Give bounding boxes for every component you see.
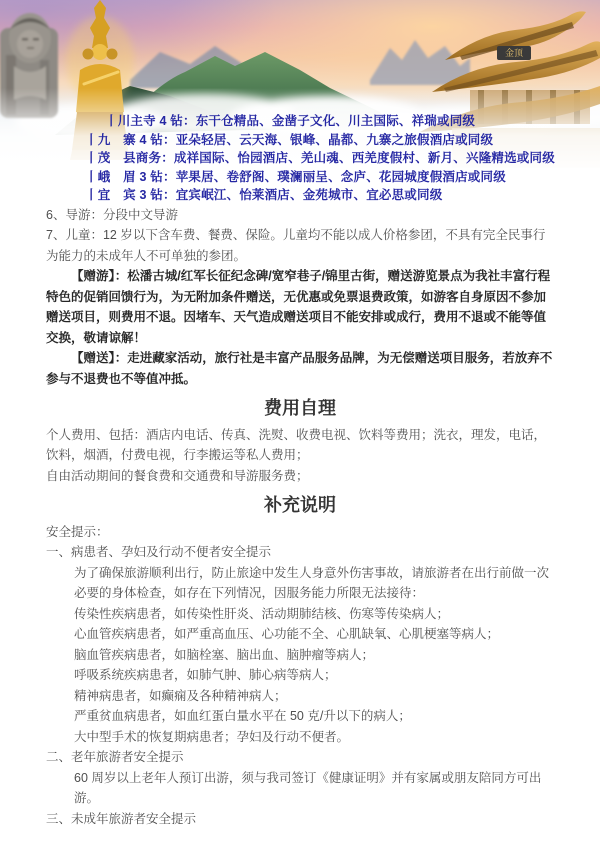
safety-section-heading: 二、老年旅游者安全提示 (46, 750, 184, 764)
safety-line: 呼吸系统疾病患者，如肺气肿、肺心病等病人； (74, 668, 337, 682)
hotel-tier-line: 丨宜 宾 3 钻：宜宾岷江、怡莱酒店、金苑城市、宜必思或同级 (85, 188, 443, 202)
hotel-tier-list (0, 112, 600, 205)
hotel-tier-line: 丨峨 眉 3 钻：苹果居、卷舒阁、璞澜丽呈、念庐、花园城度假酒店或同级 (85, 169, 506, 184)
hotel-tier-line: 丨九 寨 4 钻：亚朵轻居、云天海、银峰、晶都、九寨之旅假酒店或同级 (85, 132, 494, 147)
self-pay-paragraph: 个人费用、包括：酒店内电话、传真、洗熨、收费电视、饮料等费用；洗衣，理发，电话，饮料，烟酒，付费电视，行李搬运等私人费用； (46, 427, 547, 462)
safety-line: 大中型手术的恢复期病患者；孕妇及行动不便者。 (74, 729, 350, 744)
self-pay-paragraph: 自由活动期间的餐食费和交通费和导游服务费； (46, 468, 309, 483)
safety-line: 60 周岁以上老年人预订出游，须与我司签订《健康证明》并有家属或朋友陪同方可出游。 (74, 770, 542, 805)
document-body (0, 205, 600, 830)
safety-section-heading: 三、未成年旅游者安全提示 (46, 811, 197, 826)
safety-section-heading: 一、病患者、孕妇及行动不便者安全提示 (46, 545, 272, 559)
safety-line: 脑血管疾病患者，如脑栓塞、脑出血、脑肿瘤等病人； (74, 647, 375, 662)
note-gift-give: 【赠送】：走进藏家活动，旅行社是丰富产品服务品牌，为无偿赠送项目服务，若放弃不参与不退费也不等值冲抵。 (46, 351, 553, 386)
section-title-self-pay: 费用自理 (264, 398, 336, 418)
note-gift-tour: 【赠游】：松潘古城/红军长征纪念碑/宽窄巷子/锦里古街，赠送游览景点为我社丰富行程特色的促销回馈行为，为无附加条件赠送，无优惠或免票退费政策，如游客自身原因不参加赠送项目，则费用不退。因堵车、天气造成赠送项目不能安排或成行，费用不退或不能等值交换，敬请谅解！ (46, 269, 551, 345)
temple-plaque: 金顶 (504, 48, 524, 58)
safety-line: 精神病患者，如癫痫及各种精神病人； (74, 688, 287, 703)
safety-line: 为了确保旅游顺利出行，防止旅途中发生人身意外伤害事故，请旅游者在出行前做一次必要的身体检查，如存在下列情况，因服务能力所限无法接待： (74, 565, 550, 600)
section-title-supplement: 补充说明 (264, 495, 336, 515)
safety-label: 安全提示： (46, 524, 109, 539)
safety-line: 心血管疾病患者，如严重高血压、心功能不全、心肌缺氧、心肌梗塞等病人； (74, 627, 500, 641)
note-guide: 6、导游：分段中文导游 (46, 207, 178, 222)
hotel-tier-line: 丨川主寺 4 钻：东干仓精品、金凿子文化、川主国际、祥瑞或同级 (105, 114, 476, 128)
safety-line: 传染性疾病患者，如传染性肝炎、活动期肺结核、伤寒等传染病人； (74, 606, 450, 621)
safety-line: 严重贫血病患者，如血红蛋白量水平在 50 克/升以下的病人； (74, 709, 411, 723)
hotel-tier-line: 丨茂 县商务：成祥国际、怡园酒店、羌山魂、西羌度假村、新月、兴隆精选或同级 (85, 151, 555, 165)
note-children: 7、儿童：12 岁以下含车费、餐费、保险。儿童均不能以成人价格参团，不具有完全民事行为能力的未成年人不可单独的参团。 (46, 228, 546, 263)
